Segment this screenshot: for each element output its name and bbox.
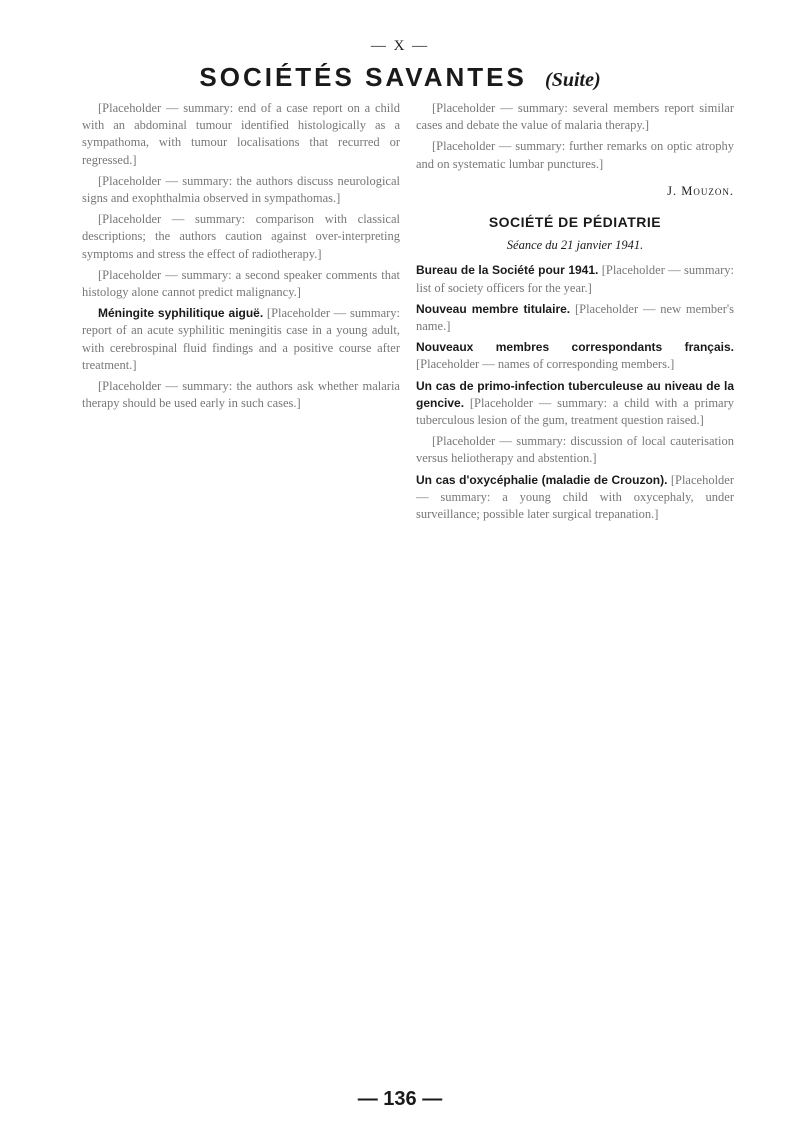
paragraph-text: [Placeholder — names of corresponding members.]	[416, 357, 675, 372]
paragraph	[416, 339, 734, 373]
subhead: Un cas de primo-infection tuberculeuse au niveau de la gencive.	[416, 378, 734, 410]
subhead: Nouveau membre titulaire.	[416, 301, 571, 316]
paragraph	[416, 262, 734, 296]
paragraph: [Placeholder — summary: end of a case report on a child with an abdominal tumour identified histologically as a sympathoma, with tumour localisations that recurred or regressed.]	[82, 101, 400, 167]
page-number: — 136 —	[357, 1088, 443, 1110]
running-head-suffix: (Suite)	[545, 69, 601, 91]
running-head	[0, 62, 800, 93]
subhead: Bureau de la Société pour 1941.	[416, 263, 599, 278]
paragraph-text: [Placeholder — summary: a young child with oxycephaly, under surveillance; possible later surgical trepanation.]	[416, 472, 735, 522]
paragraph	[416, 301, 734, 335]
paragraph: [Placeholder — summary: discussion of local cauterisation versus heliotherapy and abstention.]	[416, 434, 734, 466]
paragraph-text: [Placeholder — summary: list of society officers for the year.]	[416, 263, 734, 295]
subhead: Un cas d'oxycéphalie (maladie de Crouzon).	[416, 472, 668, 487]
session-date: Séance du 21 janvier 1941.	[506, 238, 644, 253]
running-head-title: SOCIÉTÉS SAVANTES	[199, 62, 527, 92]
paragraph-text: [Placeholder — summary: a child with a primary tuberculous lesion of the gum, treatment question raised.]	[416, 395, 735, 428]
paragraph	[82, 305, 400, 374]
paragraph-text: [Placeholder — new member's name.]	[416, 301, 734, 334]
paragraph: [Placeholder — summary: several members report similar cases and debate the value of malaria therapy.]	[416, 101, 734, 133]
right-column	[416, 100, 734, 527]
page-marker: — X —	[370, 38, 430, 54]
left-column	[82, 100, 400, 416]
paragraph: [Placeholder — summary: the authors discuss neurological signs and exophthalmia observed in sympathomas.]	[82, 173, 400, 206]
subhead: Méningite syphilitique aiguë.	[98, 306, 264, 321]
paragraph	[416, 378, 734, 430]
paragraph	[416, 472, 734, 524]
paragraph: [Placeholder — summary: the authors ask whether malaria therapy should be used early in such cases.]	[82, 379, 400, 411]
section-title: SOCIÉTÉ DE PÉDIATRIE	[488, 214, 662, 231]
paragraph: [Placeholder — summary: further remarks on optic atrophy and on systematic lumbar punctures.]	[416, 139, 734, 171]
paragraph: [Placeholder — summary: a second speaker comments that histology alone cannot predict malignancy.]	[82, 267, 400, 300]
paragraph: [Placeholder — summary: comparison with classical descriptions; the authors caution against over-interpreting symptoms and stress the effect of radiotherapy.]	[82, 212, 400, 261]
paragraph-text: [Placeholder — summary: report of an acute syphilitic meningitis case in a young adult, with cerebrospinal fluid findings and a positive course after treatment.]	[82, 306, 401, 372]
subhead: Nouveaux membres correspondants français.	[416, 340, 734, 355]
signature: J. Mouzon.	[667, 183, 734, 198]
